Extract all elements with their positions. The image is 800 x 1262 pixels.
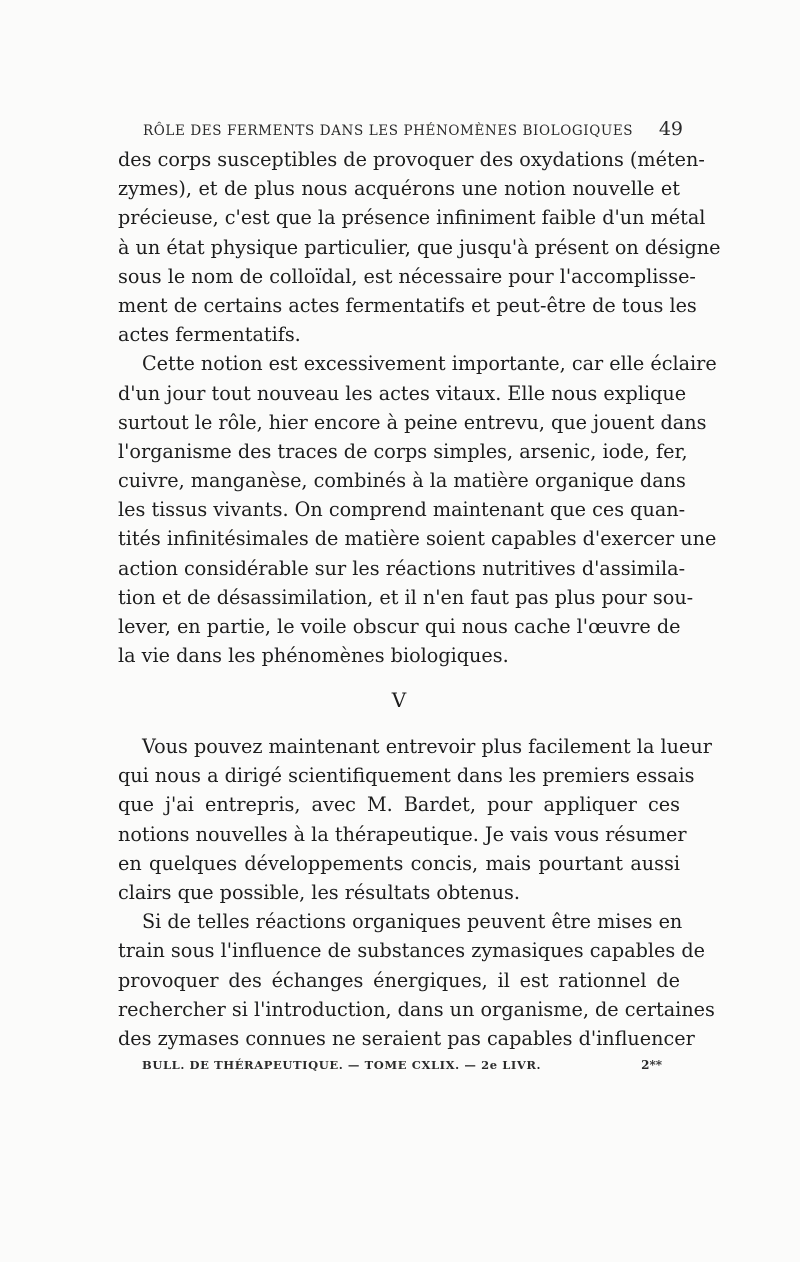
text-line: surtout le rôle, hier encore à peine entrevu, que jouent dans [118,410,707,434]
text-line: Si de telles réactions organiques peuvent être mises en [142,910,683,934]
text-line: sous le nom de colloïdal, est nécessaire pour l'accomplisse- [118,264,696,288]
journal-reference: BULL. DE THÉRAPEUTIQUE. — TOME CXLIX. — 2e LIVR. [142,1058,542,1072]
text-line: la vie dans les phénomènes biologiques. [118,644,509,668]
page-footer [142,1058,662,1072]
text-line: des corps susceptibles de provoquer des oxydations (méten- [118,148,705,171]
text-line: tités infinitésimales de matière soient capables d'exercer une [118,527,717,551]
page-number: 49 [658,118,683,140]
text-line: train sous l'influence de substances zymasiques capables de [118,939,705,963]
text-line: rechercher si l'introduction, dans un organisme, de certaines [118,997,715,1021]
text-line: cuivre, manganèse, combinés à la matière organique dans [118,469,686,493]
text-line: d'un jour tout nouveau les actes vitaux. Elle nous explique [118,381,687,405]
running-title: RÔLE DES FERMENTS DANS LES PHÉNOMÈNES BIOLOGIQUES [143,123,634,139]
text-line: que j'ai entrepris, avec M. Bardet, pour appliquer ces [118,793,680,817]
text-line: Vous pouvez maintenant entrevoir plus facilement la lueur [142,735,712,758]
text-line: en quelques développements concis, mais pourtant aussi [118,851,680,875]
paragraph-1 [118,145,721,349]
paragraph-4 [118,907,715,1053]
text-line: notions nouvelles à la thérapeutique. Je vais vous résumer [118,822,687,846]
body-text-lower [118,732,715,1053]
text-line: actes fermentatifs. [118,323,301,347]
paragraph-2 [118,349,717,670]
body-text-upper [118,145,721,670]
text-line: zymes), et de plus nous acquérons une notion nouvelle et [118,177,680,201]
text-line: lever, en partie, le voile obscur qui nous cache l'œuvre de [118,615,681,638]
text-line: les tissus vivants. On comprend maintenant que ces quan- [118,498,686,522]
text-line: l'organisme des traces de corps simples, arsenic, iode, fer, [118,439,688,463]
signature-mark: 2** [641,1058,662,1072]
text-line: clairs que possible, les résultats obtenus. [118,880,520,904]
text-line: tion et de désassimilation, et il n'en faut pas plus pour sou- [118,585,694,609]
text-line: des zymases connues ne seraient pas capables d'influencer [118,1026,695,1050]
text-line: précieuse, c'est que la présence infiniment faible d'un métal [118,206,706,230]
text-line: ment de certains actes fermentatifs et peut-être de tous les [118,293,697,317]
text-line: qui nous a dirigé scientifiquement dans les premiers essais [118,764,695,788]
paragraph-3 [118,732,712,907]
text-line: à un état physique particulier, que jusqu'à présent on désigne [118,235,721,259]
running-header [143,118,683,140]
section-heading: V [391,688,407,712]
text-line: provoquer des échanges énergiques, il est rationnel de [118,968,680,992]
text-line: action considérable sur les réactions nutritives d'assimila- [118,556,686,580]
text-line: Cette notion est excessivement importante, car elle éclaire [142,352,717,376]
